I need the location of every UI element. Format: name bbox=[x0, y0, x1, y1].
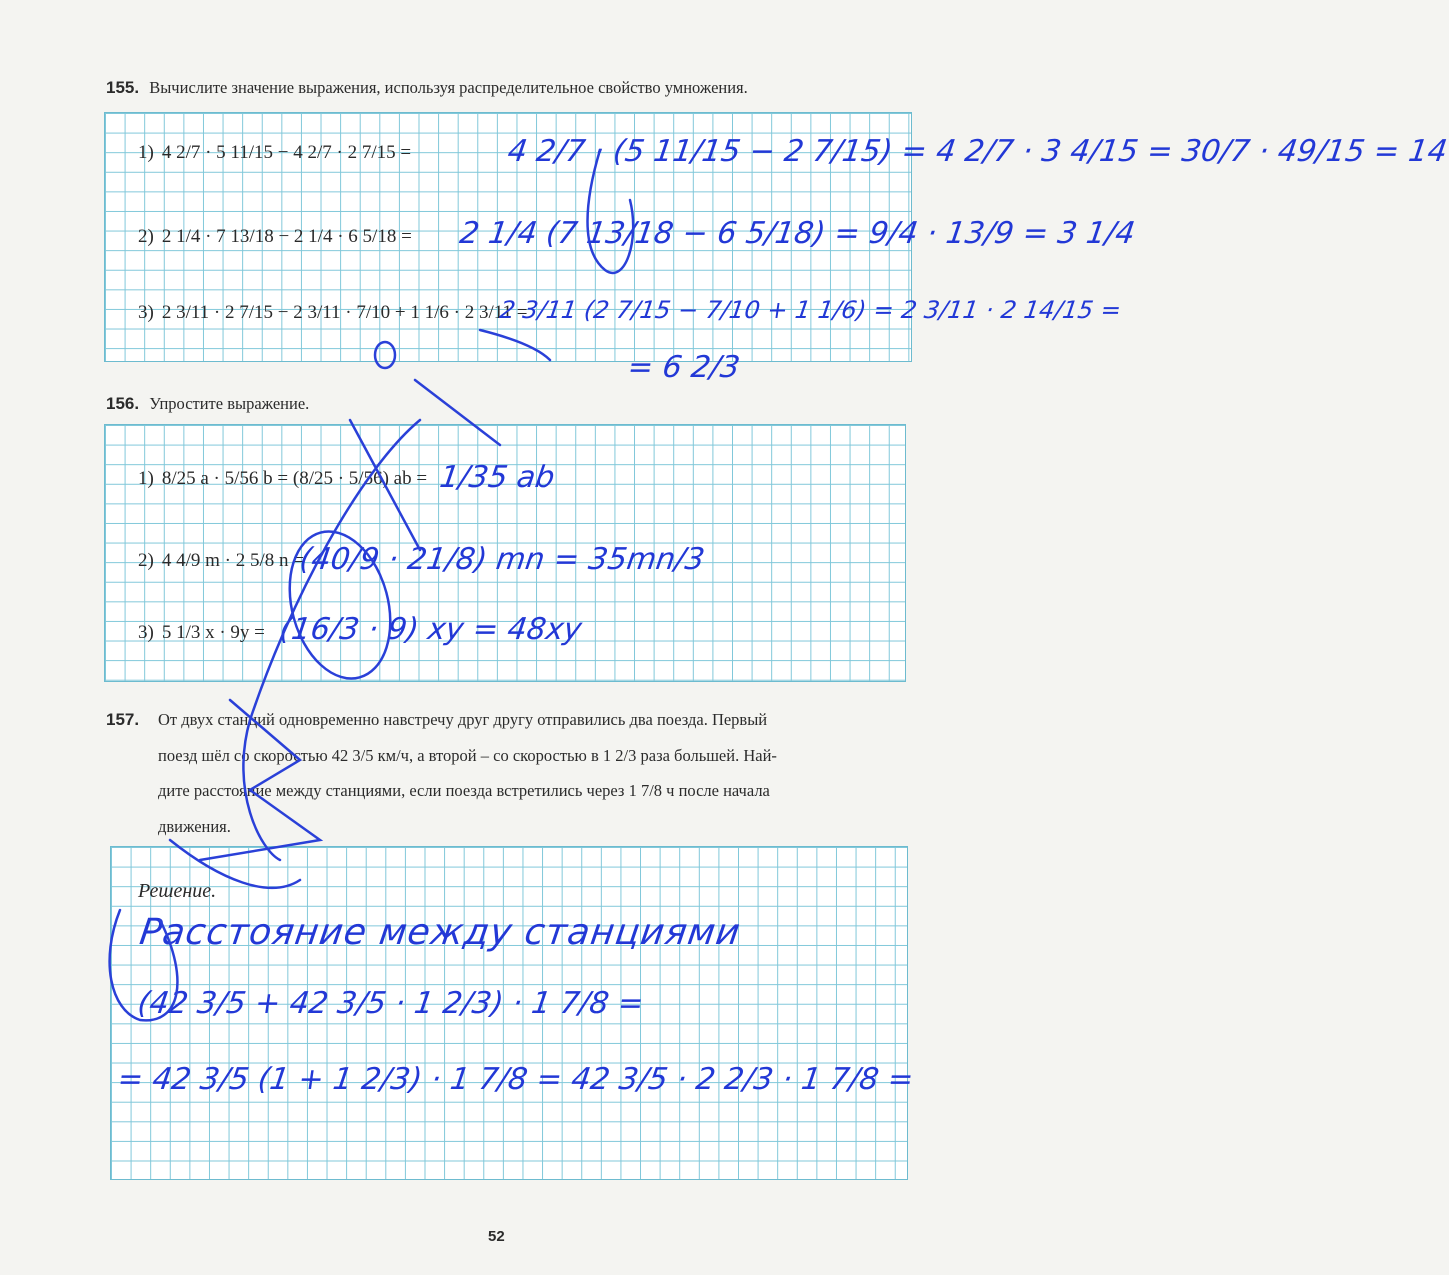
task-155-heading bbox=[106, 74, 748, 102]
handwritten-answer: 2 3/11 (2 7/15 − 7/10 + 1 1/6) = 2 3/11 · 2 14/15 = bbox=[498, 296, 1123, 324]
handwritten-answer: = 6 2/3 bbox=[625, 350, 743, 385]
task-155-row-2 bbox=[138, 226, 412, 248]
row-label: 3) bbox=[138, 302, 154, 323]
task-156-number: 156. bbox=[106, 394, 140, 413]
printed-expression: 4 4/9 m · 2 5/8 n = bbox=[161, 550, 304, 571]
task-156-prompt: Упростите выражение. bbox=[149, 394, 310, 413]
handwritten-answer: (16/3 · 9) xy = 48xy bbox=[277, 612, 584, 647]
problem-line: движения. bbox=[158, 816, 231, 836]
handwritten-solution-line: Расстояние между станциями bbox=[137, 912, 744, 953]
task-157-heading bbox=[106, 706, 145, 734]
problem-line: От двух станций одновременно навстречу друг другу отправились два поезда. Первый bbox=[158, 710, 768, 729]
task-156-heading bbox=[106, 390, 309, 418]
printed-expression: 2 3/11 · 2 7/15 − 2 3/11 · 7/10 + 1 1/6 · 2 3/11 = bbox=[161, 302, 528, 323]
handwritten-solution-line: (42 3/5 + 42 3/5 · 1 2/3) · 1 7/8 = bbox=[135, 986, 646, 1021]
task-155-number: 155. bbox=[106, 78, 140, 97]
problem-line: дите расстояние между станциями, если поезда встретились через 1 7/8 ч после начала bbox=[158, 781, 770, 800]
handwritten-answer: 4 2/7 · (5 11/15 − 2 7/15) = 4 2/7 · 3 4/15 = 30/7 · 49/15 = 14 bbox=[505, 134, 1449, 169]
task-155-row-3 bbox=[138, 302, 528, 324]
task-156-row-3 bbox=[138, 622, 265, 644]
problem-line: поезд шёл со скоростью 42 3/5 км/ч, а второй – со скоростью в 1 2/3 раза большей. Най- bbox=[158, 745, 777, 765]
handwritten-answer: (40/9 · 21/8) mn = 35mn/3 bbox=[297, 542, 707, 577]
row-label: 2) bbox=[138, 226, 154, 247]
printed-expression: 4 2/7 · 5 11/15 − 4 2/7 · 2 7/15 = bbox=[161, 142, 412, 163]
printed-expression: 5 1/3 x · 9y = bbox=[161, 622, 265, 643]
row-label: 1) bbox=[138, 142, 154, 163]
row-label: 3) bbox=[138, 622, 154, 643]
solution-label: Решение. bbox=[138, 880, 217, 902]
handwritten-answer: 2 1/4 (7 13/18 − 6 5/18) = 9/4 · 13/9 = 3 1/4 bbox=[457, 216, 1138, 251]
task-156-row-1 bbox=[138, 468, 427, 490]
task-157-text bbox=[158, 702, 910, 844]
handwritten-solution-line: = 42 3/5 (1 + 1 2/3) · 1 7/8 = 42 3/5 · 2 2/3 · 1 7/8 = bbox=[115, 1062, 916, 1097]
row-label: 1) bbox=[138, 468, 154, 489]
task-156-row-2 bbox=[138, 550, 304, 572]
task-155-row-1 bbox=[138, 142, 411, 164]
printed-expression: 2 1/4 · 7 13/18 − 2 1/4 · 6 5/18 = bbox=[161, 226, 412, 247]
page-number: 52 bbox=[488, 1228, 505, 1245]
handwritten-answer: 1/35 ab bbox=[437, 460, 557, 495]
task-155-prompt: Вычислите значение выражения, используя распределительное свойство умножения. bbox=[149, 78, 748, 97]
printed-expression: 8/25 a · 5/56 b = (8/25 · 5/56) ab = bbox=[161, 468, 428, 489]
task-157-number: 157. bbox=[106, 710, 140, 729]
row-label: 2) bbox=[138, 550, 154, 571]
